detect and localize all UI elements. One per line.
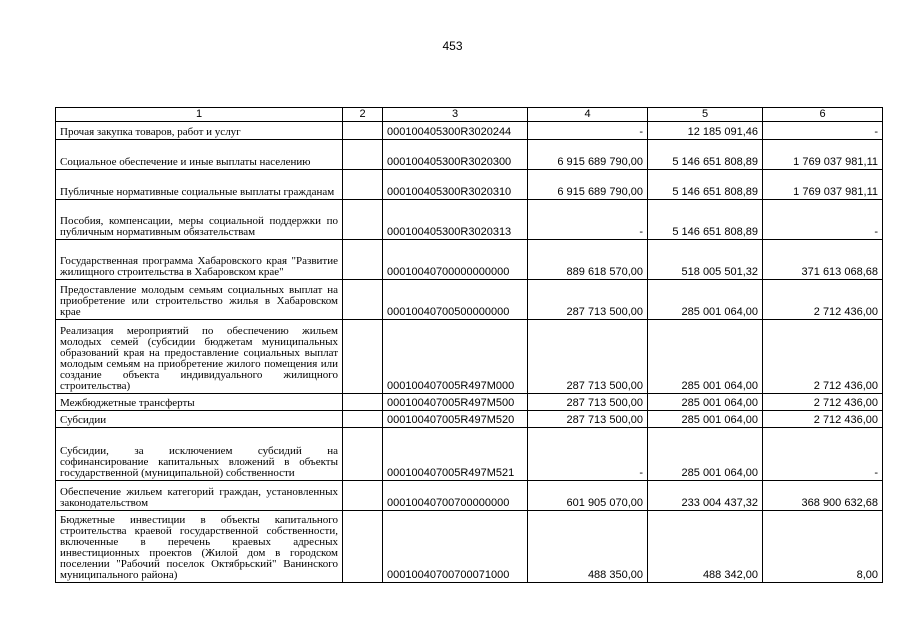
row-name: Предоставление молодым семьям социальных выплат на приобретение или строительство жилья в Хабаровском крае xyxy=(56,280,343,320)
table-row xyxy=(56,394,883,411)
row-col2 xyxy=(343,170,383,200)
budget-table xyxy=(55,107,883,583)
header-cell: 2 xyxy=(343,108,383,122)
table-row xyxy=(56,200,883,240)
row-code: 000100405300R3020313 xyxy=(383,200,528,240)
row-value-4: 6 915 689 790,00 xyxy=(528,170,648,200)
table-row xyxy=(56,511,883,583)
table-row xyxy=(56,170,883,200)
row-value-5: 285 001 064,00 xyxy=(648,394,763,411)
row-name: Реализация мероприятий по обеспечению жильем молодых семей (субсидии бюджетам муниципальных образований края на предоставление социальных выплат молодым семьям на приобретение жилого помещения или создание объекта индивидуального жилищного строительства) xyxy=(56,320,343,394)
row-col2 xyxy=(343,320,383,394)
row-value-6: - xyxy=(763,122,883,140)
row-code: 000100405300R3020300 xyxy=(383,140,528,170)
row-col2 xyxy=(343,511,383,583)
row-col2 xyxy=(343,481,383,511)
row-name: Субсидии, за исключением субсидий на софинансирование капитальных вложений в объекты государственной (муниципальной) собственности xyxy=(56,428,343,481)
header-cell: 5 xyxy=(648,108,763,122)
row-code: 000100407005R497M520 xyxy=(383,411,528,428)
row-name: Бюджетные инвестиции в объекты капитального строительства краевой государственной собственности, включенные в перечень краевых адресных инвестиционных проектов (Жилой дом в городском поселении "Рабочий поселок Октябрьский" Ванинского муниципального района) xyxy=(56,511,343,583)
row-value-6: 1 769 037 981,11 xyxy=(763,170,883,200)
row-value-6: 8,00 xyxy=(763,511,883,583)
header-cell: 3 xyxy=(383,108,528,122)
row-value-5: 285 001 064,00 xyxy=(648,280,763,320)
row-name: Социальное обеспечение и иные выплаты населению xyxy=(56,140,343,170)
row-value-4: 287 713 500,00 xyxy=(528,320,648,394)
row-code: 000100407005R497M000 xyxy=(383,320,528,394)
row-value-6: 2 712 436,00 xyxy=(763,320,883,394)
table-row xyxy=(56,428,883,481)
row-name: Субсидии xyxy=(56,411,343,428)
row-col2 xyxy=(343,428,383,481)
header-cell: 4 xyxy=(528,108,648,122)
row-value-5: 5 146 651 808,89 xyxy=(648,170,763,200)
table-row xyxy=(56,280,883,320)
row-code: 00010040700700071000 xyxy=(383,511,528,583)
row-value-4: - xyxy=(528,122,648,140)
row-value-5: 285 001 064,00 xyxy=(648,320,763,394)
page-number: 453 xyxy=(442,39,463,53)
row-col2 xyxy=(343,394,383,411)
row-value-6: 2 712 436,00 xyxy=(763,280,883,320)
row-value-4: - xyxy=(528,428,648,481)
row-value-4: 287 713 500,00 xyxy=(528,280,648,320)
table-row xyxy=(56,411,883,428)
row-code: 00010040700700000000 xyxy=(383,481,528,511)
row-col2 xyxy=(343,240,383,280)
header-cell: 1 xyxy=(56,108,343,122)
table-row xyxy=(56,320,883,394)
row-value-6: 2 712 436,00 xyxy=(763,411,883,428)
row-value-4: 601 905 070,00 xyxy=(528,481,648,511)
table-header-row xyxy=(56,108,883,122)
row-value-5: 5 146 651 808,89 xyxy=(648,200,763,240)
row-value-4: 287 713 500,00 xyxy=(528,411,648,428)
row-value-6: - xyxy=(763,200,883,240)
table-row xyxy=(56,122,883,140)
row-code: 00010040700500000000 xyxy=(383,280,528,320)
row-code: 000100405300R3020310 xyxy=(383,170,528,200)
row-code: 000100407005R497M521 xyxy=(383,428,528,481)
row-value-6: 2 712 436,00 xyxy=(763,394,883,411)
row-value-5: 5 146 651 808,89 xyxy=(648,140,763,170)
row-value-5: 233 004 437,32 xyxy=(648,481,763,511)
row-col2 xyxy=(343,122,383,140)
row-name: Обеспечение жильем категорий граждан, установленных законодательством xyxy=(56,481,343,511)
row-col2 xyxy=(343,411,383,428)
row-value-5: 12 185 091,46 xyxy=(648,122,763,140)
row-value-5: 285 001 064,00 xyxy=(648,411,763,428)
row-name: Государственная программа Хабаровского края "Развитие жилищного строительства в Хабаровском крае" xyxy=(56,240,343,280)
row-value-6: 368 900 632,68 xyxy=(763,481,883,511)
row-value-6: 1 769 037 981,11 xyxy=(763,140,883,170)
row-code: 000100407005R497M500 xyxy=(383,394,528,411)
table-row xyxy=(56,481,883,511)
row-value-5: 285 001 064,00 xyxy=(648,428,763,481)
row-value-4: 6 915 689 790,00 xyxy=(528,140,648,170)
row-code: 000100405300R3020244 xyxy=(383,122,528,140)
row-value-5: 488 342,00 xyxy=(648,511,763,583)
row-name: Публичные нормативные социальные выплаты гражданам xyxy=(56,170,343,200)
row-name: Пособия, компенсации, меры социальной поддержки по публичным нормативным обязательствам xyxy=(56,200,343,240)
row-value-4: 889 618 570,00 xyxy=(528,240,648,280)
row-value-5: 518 005 501,32 xyxy=(648,240,763,280)
row-value-4: 488 350,00 xyxy=(528,511,648,583)
row-name: Межбюджетные трансферты xyxy=(56,394,343,411)
header-cell: 6 xyxy=(763,108,883,122)
table-row xyxy=(56,140,883,170)
row-col2 xyxy=(343,280,383,320)
row-value-6: 371 613 068,68 xyxy=(763,240,883,280)
row-value-4: 287 713 500,00 xyxy=(528,394,648,411)
row-col2 xyxy=(343,140,383,170)
row-code: 00010040700000000000 xyxy=(383,240,528,280)
row-name: Прочая закупка товаров, работ и услуг xyxy=(56,122,343,140)
table-row xyxy=(56,240,883,280)
row-value-4: - xyxy=(528,200,648,240)
row-value-6: - xyxy=(763,428,883,481)
row-col2 xyxy=(343,200,383,240)
